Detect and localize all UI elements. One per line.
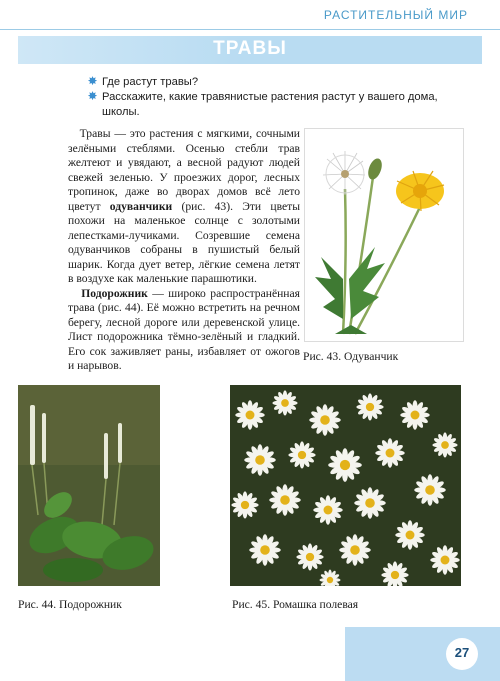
question-item	[86, 75, 466, 90]
questions-list	[86, 75, 466, 120]
question-text: Расскажите, какие травянистые растения растут у вашего дома, школы.	[102, 91, 438, 118]
figure-dandelion	[304, 128, 464, 342]
term-dandelion: одуванчики	[109, 199, 173, 213]
question-item	[86, 90, 466, 120]
paragraph-dandelion	[68, 127, 300, 287]
body-text	[68, 127, 300, 374]
page-title: ТРАВЫ	[213, 38, 287, 59]
plantain-photo	[18, 385, 160, 586]
paragraph-text: (рис. 43). Эти цветы похожи на маленькое солнце с золотыми лепестками-лучиками. Созревшие семена одуванчиков собраны в пушистый белый шарик. Когда дует ветер, лёгкие семена летят в воздухе как маленькие парашютики.	[68, 199, 300, 285]
paragraph-text: Травы — это растения с мягкими, сочными зелёными стеблями. Осенью стебли трав желтеют и увядают, а весной радуют людей свежей зеленью. У проезжих дорог, лесных тропинок, даже во дворах домов всё лето цветут	[68, 127, 300, 213]
figure-plantain	[18, 385, 160, 586]
question-text: Где растут травы?	[102, 76, 199, 88]
page-number-badge	[446, 638, 478, 670]
figure-chamomile	[230, 385, 461, 586]
title-band	[18, 36, 482, 64]
chamomile-photo	[230, 385, 461, 586]
section-label: РАСТИТЕЛЬНЫЙ МИР	[323, 8, 468, 22]
caption-fig44: Рис. 44. Подорожник	[18, 598, 122, 611]
snowflake-bullet-icon: ✸	[87, 89, 98, 103]
paragraph-text: — широко распространённая трава (рис. 44). Её можно встретить на речном берегу, лесной дороге или деревенской улице. Лист подорожника тёмно-зелёный и гладкий. Его сок заживляет раны, избавляет от ожогов и нарывов.	[68, 286, 300, 372]
dandelion-illustration	[305, 129, 463, 341]
caption-fig45: Рис. 45. Ромашка полевая	[232, 598, 359, 611]
term-plantain: Подорожник	[81, 286, 148, 300]
header-rule	[0, 29, 500, 30]
caption-fig43: Рис. 43. Одуванчик	[303, 350, 399, 363]
paragraph-plantain	[68, 287, 300, 374]
page-number: 27	[454, 645, 470, 660]
snowflake-bullet-icon: ✸	[87, 74, 98, 88]
